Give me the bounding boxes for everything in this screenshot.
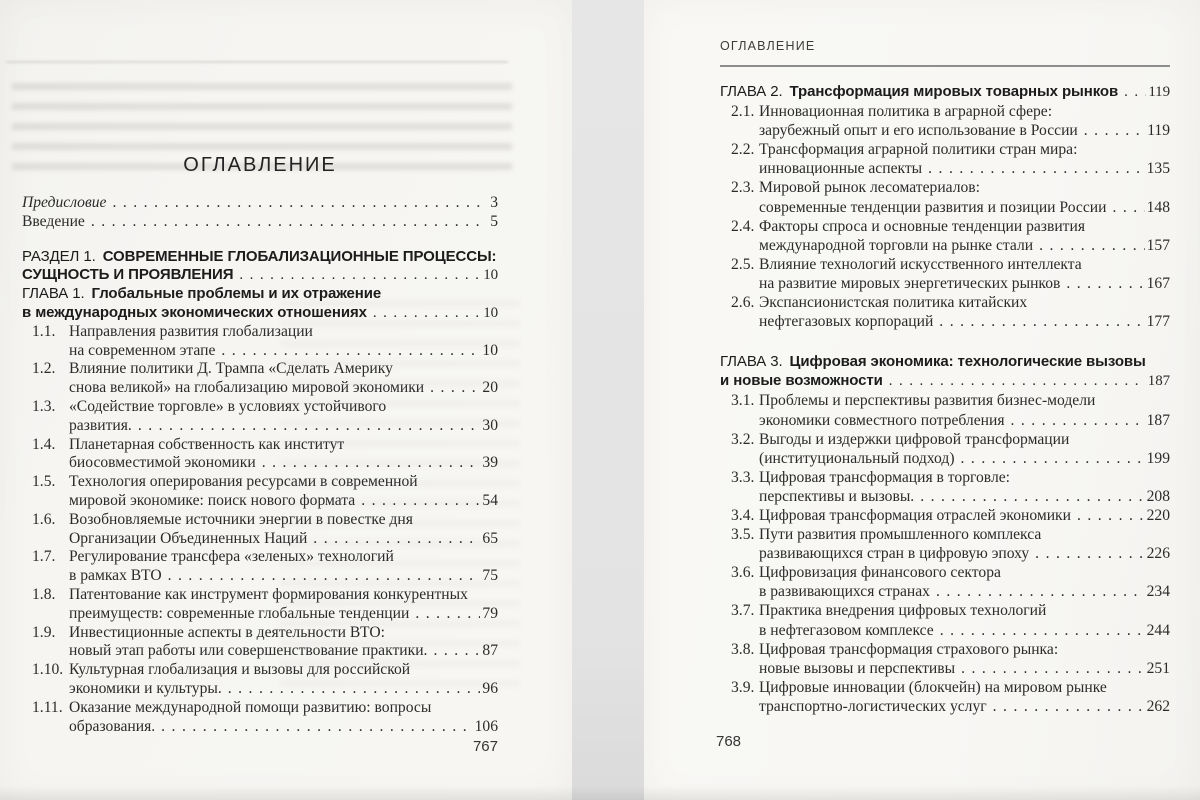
toc-line	[720, 274, 1170, 293]
toc-line	[720, 563, 1170, 582]
toc-line	[22, 699, 498, 718]
toc-line	[22, 360, 498, 379]
dot-leader	[221, 342, 480, 361]
toc-page-ref: 10	[482, 341, 498, 359]
toc-page-ref: 220	[1146, 506, 1170, 524]
heading-number: ГЛАВА 3.	[720, 353, 783, 371]
toc-entry-text: Регулирование трансфера «зеленых» технологий	[69, 548, 394, 566]
toc-line	[22, 548, 498, 567]
toc-line	[22, 194, 498, 213]
dot-leader	[161, 718, 472, 737]
toc-line	[22, 718, 498, 737]
toc-line	[720, 697, 1170, 716]
toc-entry-text: Цифровая трансформация отраслей экономики	[759, 506, 1071, 524]
dot-leader	[1066, 274, 1144, 293]
left-page	[0, 0, 572, 800]
toc-entry-text: биосовместимой экономики	[69, 454, 256, 472]
toc-entry	[720, 391, 1170, 429]
toc-page-ref: 54	[482, 491, 498, 509]
toc-page-ref: 75	[482, 567, 498, 585]
toc-entry	[720, 140, 1170, 178]
toc-entry	[22, 285, 498, 323]
toc-page-ref: 119	[1147, 122, 1170, 140]
toc-entry-text: Проблемы и перспективы развития бизнес-модели	[759, 392, 1096, 410]
toc-entry-text: (институциональный подход)	[759, 449, 955, 467]
toc-list-left	[22, 194, 498, 736]
dot-leader	[262, 454, 481, 473]
toc-page-ref: 30	[482, 416, 498, 434]
toc-entry-text: Практика внедрения цифровых технологий	[759, 602, 1047, 620]
running-head: ОГЛАВЛЕНИЕ	[720, 39, 816, 53]
dot-leader	[1084, 121, 1145, 140]
toc-line	[720, 82, 1170, 102]
toc-line	[720, 506, 1170, 525]
toc-entry-number: 3.9.	[731, 678, 755, 696]
toc-line	[22, 605, 498, 624]
toc-line	[720, 198, 1170, 217]
toc-entry-number: 1.7.	[32, 548, 56, 566]
toc-page-ref: 20	[482, 379, 498, 397]
toc-entry-text: современные тенденции развития и позиции России	[759, 198, 1107, 216]
toc-page-ref: 187	[1147, 373, 1170, 390]
toc-entry	[22, 436, 498, 474]
toc-page-ref: 135	[1146, 160, 1170, 178]
toc-entry-text: Инновационная политика в аграрной сфере:	[759, 103, 1053, 121]
toc-page-ref: 177	[1146, 313, 1170, 331]
dot-leader	[168, 567, 481, 586]
toc-page-ref: 234	[1146, 583, 1170, 601]
heading-number: РАЗДЕЛ 1.	[22, 247, 96, 265]
toc-line	[22, 417, 498, 436]
dot-leader	[430, 379, 480, 398]
toc-page-ref: 262	[1146, 697, 1170, 715]
dot-leader	[239, 266, 481, 285]
heading-title: СУЩНОСТЬ И ПРОЯВЛЕНИЯ	[22, 266, 234, 284]
toc-entry	[720, 563, 1170, 601]
toc-page-ref: 226	[1146, 545, 1170, 563]
toc-entry-text: Мировой рынок лесоматериалов:	[759, 179, 980, 197]
heading-title: и новые возможности	[720, 372, 883, 390]
toc-entry-text: Направления развития глобализации	[69, 322, 313, 340]
toc-page-ref: 208	[1146, 487, 1170, 505]
toc-entry-number: 1.5.	[32, 473, 56, 491]
toc-entry-number: 3.6.	[731, 564, 755, 582]
toc-line	[22, 661, 498, 680]
toc-line	[720, 659, 1170, 678]
toc-entry-text: Технология оперирования ресурсами в современной	[69, 473, 418, 491]
toc-line	[720, 449, 1170, 468]
dot-leader	[936, 582, 1145, 601]
toc-entry	[22, 398, 498, 436]
toc-entry-number: 2.4.	[731, 217, 755, 235]
toc-entry-number: 2.5.	[731, 255, 755, 273]
heading-title: Глобальные проблемы и их отражение	[91, 285, 382, 303]
toc-entry-number: 3.1.	[731, 392, 755, 410]
dot-leader	[961, 659, 1144, 678]
toc-page-ref: 157	[1146, 236, 1170, 254]
toc-entry-text: Культурная глобализация и вызовы для российской	[69, 661, 411, 679]
toc-entry	[720, 525, 1170, 563]
toc-entry	[720, 506, 1170, 525]
dot-leader	[1011, 411, 1145, 430]
toc-list-right	[720, 82, 1170, 716]
heading-title: Цифровая экономика: технологические вызовы	[789, 353, 1146, 371]
toc-line	[720, 487, 1170, 506]
toc-entry-text: Цифровая трансформация в торговле:	[759, 468, 1010, 486]
toc-page-ref: 96	[482, 679, 498, 697]
toc-line	[22, 567, 498, 586]
dot-leader	[91, 213, 482, 232]
dot-leader	[993, 697, 1145, 716]
toc-entry	[720, 178, 1170, 216]
toc-line	[22, 492, 498, 511]
toc-line	[720, 178, 1170, 197]
toc-entry-text: инновационные аспекты	[759, 160, 923, 178]
toc-entry-text: перспективы и вызовы.	[759, 487, 915, 505]
toc-line	[22, 248, 498, 267]
toc-entry-text: новый этап работы или совершенствование практики.	[69, 642, 428, 660]
toc-entry-text: Выгоды и издержки цифровой трансформации	[759, 430, 1070, 448]
toc-line	[22, 586, 498, 605]
toc-entry-text: снова великой» на глобализацию мировой экономики	[69, 379, 425, 397]
toc-page-ref: 87	[482, 642, 498, 660]
dot-leader	[928, 159, 1144, 178]
toc-entry	[720, 640, 1170, 678]
toc-line	[720, 430, 1170, 449]
toc-entry-text: «Содействие торговле» в условиях устойчивого	[69, 397, 387, 415]
toc-title: ОГЛАВЛЕНИЕ	[183, 154, 337, 176]
toc-line	[22, 379, 498, 398]
toc-page-ref: 10	[483, 304, 498, 321]
dot-leader	[361, 492, 480, 511]
toc-line	[22, 342, 498, 361]
toc-entry-text: Влияние технологий искусственного интеллекта	[759, 255, 1082, 273]
dot-leader	[228, 680, 481, 699]
toc-line	[720, 601, 1170, 620]
dot-leader	[940, 621, 1145, 640]
dot-leader	[889, 372, 1146, 391]
toc-line	[22, 266, 498, 285]
header-rule	[720, 65, 1170, 67]
toc-entry-text: мировой экономике: поиск нового формата	[69, 491, 356, 509]
toc-line	[22, 323, 498, 342]
toc-entry-number: 3.2.	[731, 430, 755, 448]
toc-entry-number: 2.3.	[731, 179, 755, 197]
toc-page-ref: 79	[482, 604, 498, 622]
page-number-right: 768	[716, 733, 742, 750]
toc-entry-text: преимуществ: современные глобальные тенденции	[69, 604, 410, 622]
toc-entry-text: Оказание международной помощи развитию: вопросы	[69, 698, 432, 716]
toc-entry-number: 2.2.	[731, 141, 755, 159]
toc-page-ref: 106	[474, 717, 498, 735]
dot-leader	[313, 530, 480, 549]
dot-leader	[373, 304, 481, 323]
toc-page-ref: 251	[1146, 659, 1170, 677]
toc-entry-text: Факторы спроса и основные тенденции развития	[759, 217, 1085, 235]
toc-entry	[720, 217, 1170, 255]
toc-line	[720, 293, 1170, 312]
toc-entry-text: экономики и культуры.	[69, 679, 222, 697]
toc-entry	[720, 293, 1170, 331]
toc-page-ref: 148	[1146, 198, 1170, 216]
heading-title: в международных экономических отношениях	[22, 303, 367, 321]
heading-number: ГЛАВА 1.	[22, 285, 85, 303]
toc-line	[720, 391, 1170, 410]
toc-line	[720, 159, 1170, 178]
toc-line	[720, 102, 1170, 121]
show-through-rule	[6, 61, 508, 63]
dot-leader	[138, 417, 481, 436]
toc-entry	[22, 624, 498, 662]
toc-line	[720, 411, 1170, 430]
toc-line	[720, 468, 1170, 487]
toc-entry-text: на развитие мировых энергетических рынков	[759, 274, 1061, 292]
dot-leader	[1035, 544, 1144, 563]
toc-line	[720, 140, 1170, 159]
toc-line	[720, 544, 1170, 563]
toc-entry-text: Цифровая трансформация страхового рынка:	[759, 640, 1059, 658]
toc-entry-number: 1.10.	[32, 661, 64, 679]
toc-line	[720, 678, 1170, 697]
toc-entry-text: в развивающихся странах	[759, 583, 930, 601]
toc-entry-text: Влияние политики Д. Трампа «Сделать Америку	[69, 360, 393, 378]
toc-line	[22, 511, 498, 530]
toc-line	[22, 642, 498, 661]
dot-leader	[433, 642, 480, 661]
toc-entry	[22, 586, 498, 624]
right-page	[644, 0, 1200, 800]
toc-entry	[22, 360, 498, 398]
toc-page-ref: 244	[1146, 621, 1170, 639]
toc-entry	[22, 548, 498, 586]
toc-entry-text: нефтегазовых корпораций	[759, 313, 934, 331]
toc-entry-text: зарубежный опыт и его использование в России	[759, 122, 1078, 140]
toc-line	[22, 436, 498, 455]
toc-line	[22, 473, 498, 492]
toc-entry-number: 3.3.	[731, 468, 755, 486]
toc-entry-number: 2.6.	[731, 294, 755, 312]
toc-entry	[22, 323, 498, 361]
toc-entry-number: 1.9.	[32, 623, 56, 641]
toc-entry-text: Предисловие	[22, 194, 107, 211]
page-number-left: 767	[472, 738, 498, 755]
toc-line	[720, 352, 1170, 371]
toc-entry-number: 2.1.	[731, 103, 755, 121]
toc-page-ref: 39	[482, 454, 498, 472]
toc-entry-text: транспортно-логистических услуг	[759, 697, 987, 715]
toc-entry-text: Планетарная собственность как институт	[69, 435, 345, 453]
toc-entry-text: в нефтегазовом комплексе	[759, 621, 934, 639]
toc-entry	[22, 194, 498, 213]
toc-page-ref: 199	[1146, 449, 1170, 467]
toc-entry	[720, 255, 1170, 293]
toc-line	[720, 371, 1170, 391]
toc-entry-number: 1.6.	[32, 510, 56, 528]
toc-entry	[720, 468, 1170, 506]
toc-line	[22, 285, 498, 304]
toc-entry-text: Пути развития промышленного комплекса	[759, 526, 1042, 544]
toc-entry	[720, 601, 1170, 639]
toc-entry	[22, 661, 498, 699]
toc-line	[720, 312, 1170, 331]
toc-page-ref: 187	[1146, 411, 1170, 429]
toc-entry-text: в рамках ВТО	[69, 567, 162, 585]
dot-leader	[1112, 198, 1144, 217]
toc-page-ref: 65	[482, 529, 498, 547]
toc-entry	[22, 213, 498, 232]
dot-leader	[112, 194, 482, 213]
toc-entry	[22, 248, 498, 286]
heading-title: СОВРЕМЕННЫЕ ГЛОБАЛИЗАЦИОННЫЕ ПРОЦЕССЫ:	[102, 247, 497, 265]
toc-entry-number: 1.8.	[32, 585, 56, 603]
toc-entry-text: новые вызовы и перспективы	[759, 659, 956, 677]
toc-entry-number: 3.7.	[731, 602, 755, 620]
toc-page-ref: 167	[1146, 274, 1170, 292]
toc-entry-text: развивающихся стран в цифровую эпоху	[759, 545, 1030, 563]
toc-entry	[720, 430, 1170, 468]
toc-page-ref: 119	[1148, 84, 1170, 100]
toc-entry-text: международной торговли на рынке стали	[759, 236, 1034, 254]
toc-entry-text: Возобновляемые источники энергии в повестке дня	[69, 510, 413, 528]
dot-leader	[1124, 83, 1146, 102]
toc-line	[22, 530, 498, 549]
toc-line	[720, 236, 1170, 255]
toc-entry-text: Цифровизация финансового сектора	[759, 564, 1001, 582]
toc-line	[22, 398, 498, 417]
toc-entry-number: 1.11.	[32, 698, 63, 716]
toc-line	[22, 304, 498, 323]
toc-entry-text: развития.	[69, 416, 132, 434]
toc-line	[720, 217, 1170, 236]
toc-line	[22, 213, 498, 232]
dot-leader	[961, 449, 1145, 468]
toc-entry-text: Экспансионистская политика китайских	[759, 294, 1028, 312]
toc-line	[22, 454, 498, 473]
heading-title: Трансформация мировых товарных рынков	[789, 83, 1119, 100]
toc-page-ref: 3	[490, 194, 498, 211]
toc-entry-text: Трансформация аграрной политики стран мира:	[759, 141, 1078, 159]
toc-entry-text: Организации Объединенных Наций	[69, 529, 308, 547]
toc-entry-text: образования.	[69, 717, 156, 735]
toc-entry-text: Цифровые инновации (блокчейн) на мировом рынке	[759, 678, 1107, 696]
dot-leader	[1077, 506, 1145, 525]
toc-entry	[720, 82, 1170, 102]
toc-entry	[22, 699, 498, 737]
toc-entry-number: 1.2.	[32, 360, 56, 378]
dot-leader	[1039, 236, 1144, 255]
toc-line	[720, 621, 1170, 640]
toc-entry-text: на современном этапе	[69, 341, 216, 359]
toc-entry-number: 1.4.	[32, 435, 56, 453]
toc-entry-text: Инвестиционные аспекты в деятельности ВТО:	[69, 623, 385, 641]
toc-line	[720, 640, 1170, 659]
toc-entry-number: 1.1.	[32, 322, 56, 340]
toc-entry-number: 1.3.	[32, 397, 56, 415]
dot-leader	[415, 605, 480, 624]
toc-line	[720, 525, 1170, 544]
toc-entry-number: 3.4.	[731, 506, 755, 524]
toc-page-ref: 5	[490, 212, 498, 230]
toc-entry-text: Введение	[22, 212, 85, 230]
heading-number: ГЛАВА 2.	[720, 83, 783, 100]
page-gutter	[572, 0, 644, 800]
toc-entry	[720, 102, 1170, 140]
toc-entry	[22, 511, 498, 549]
toc-entry-number: 3.5.	[731, 526, 755, 544]
toc-entry-text: Патентование как инструмент формирования конкурентных	[69, 585, 468, 603]
toc-entry	[720, 352, 1170, 391]
toc-page-ref: 10	[483, 267, 498, 284]
toc-line	[22, 680, 498, 699]
toc-entry	[22, 473, 498, 511]
toc-line	[720, 121, 1170, 140]
toc-line	[720, 255, 1170, 274]
toc-line	[720, 582, 1170, 601]
toc-entry-number: 3.8.	[731, 640, 755, 658]
dot-leader	[920, 487, 1144, 506]
toc-entry	[720, 678, 1170, 716]
toc-entry-text: экономики совместного потребления	[759, 411, 1005, 429]
toc-line	[22, 624, 498, 643]
dot-leader	[939, 312, 1144, 331]
